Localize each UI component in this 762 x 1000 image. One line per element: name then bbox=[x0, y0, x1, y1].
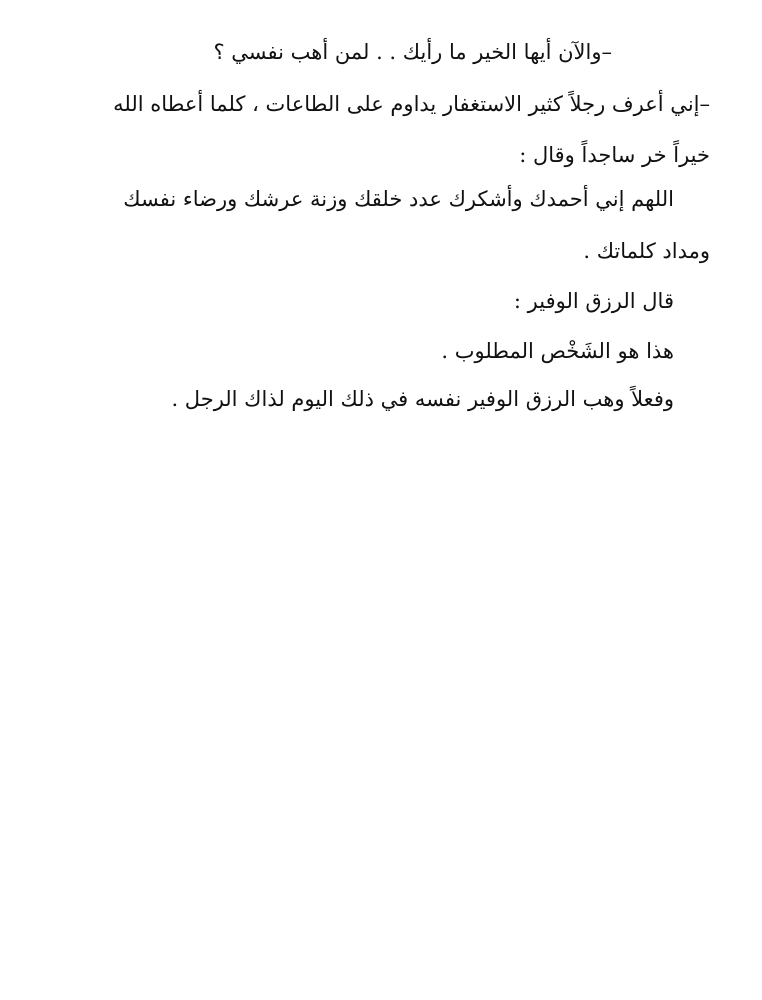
text-line-3: خيراً خر ساجداً وقال : bbox=[519, 143, 710, 167]
text-line-6: قال الرزق الوفير : bbox=[513, 289, 674, 313]
text-line-1: –والآن أيها الخير ما رأيك . . لمن أهب نفسي ؟ bbox=[213, 40, 612, 64]
text-line-8: وفعلاً وهب الرزق الوفير نفسه في ذلك اليوم لذاك الرجل . bbox=[171, 387, 674, 411]
text-line-5: ومداد كلماتك . bbox=[583, 239, 710, 263]
text-line-4: اللهم إني أحمدك وأشكرك عدد خلقك وزنة عرشك ورضاء نفسك bbox=[123, 187, 674, 211]
text-line-2: –إني أعرف رجلاً كثير الاستغفار يداوم على الطاعات ، كلما أعطاه الله bbox=[113, 92, 710, 116]
text-line-7: هذا هو الشَخْص المطلوب . bbox=[441, 339, 674, 363]
